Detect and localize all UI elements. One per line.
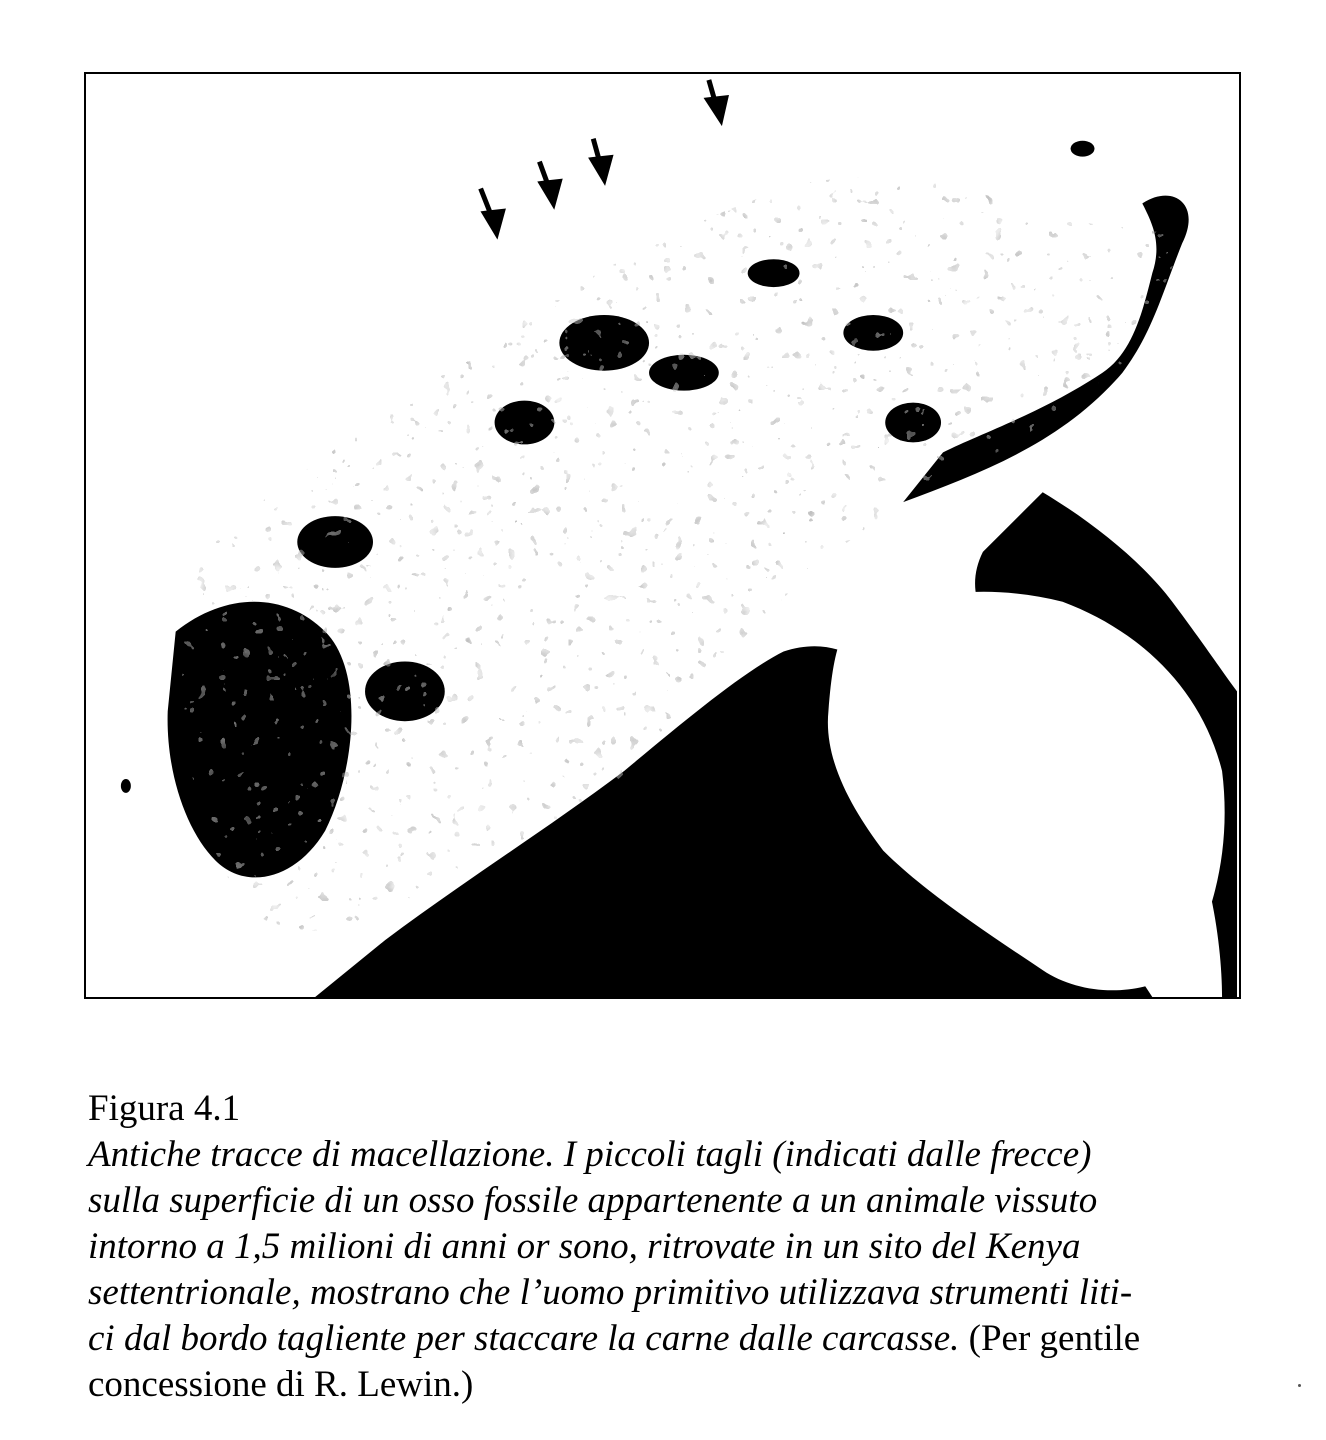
caption-line [88,1132,1248,1178]
arrow-icons [481,80,726,233]
caption-line [88,1224,1248,1270]
caption-italic-text: ci dal bordo tagliente per staccare la carne dalle carcasse. [88,1318,960,1359]
scan-speck [1298,1384,1301,1387]
fossil-bone-image [86,74,1239,997]
arrow-icon [592,139,610,180]
caption-italic-text: settentrionale, mostrano che l’uomo primitivo utilizzava strumenti liti- [88,1272,1133,1313]
fossil-photo [84,72,1241,999]
figure-label: Figura 4.1 [88,1088,241,1129]
caption-italic-text: intorno a 1,5 milioni di anni or sono, ritrovate in un sito del Kenya [88,1226,1081,1267]
caption-roman-text: concessione di R. Lewin.) [88,1364,474,1405]
caption-line [88,1270,1248,1316]
figure-caption [88,1086,1248,1408]
caption-italic-text: sulla superficie di un osso fossile appartenente a un animale vissuto [88,1180,1098,1221]
caption-line [88,1362,1248,1408]
caption-italic-text: Antiche tracce di macellazione. I piccoli tagli (indicati dalle frecce) [88,1134,1092,1175]
arrow-icon [539,162,559,204]
caption-line [88,1178,1248,1224]
arrow-icon [481,189,503,234]
arrow-icon [708,80,726,120]
caption-line [88,1316,1248,1362]
caption-roman-text: (Per gentile [959,1318,1141,1359]
